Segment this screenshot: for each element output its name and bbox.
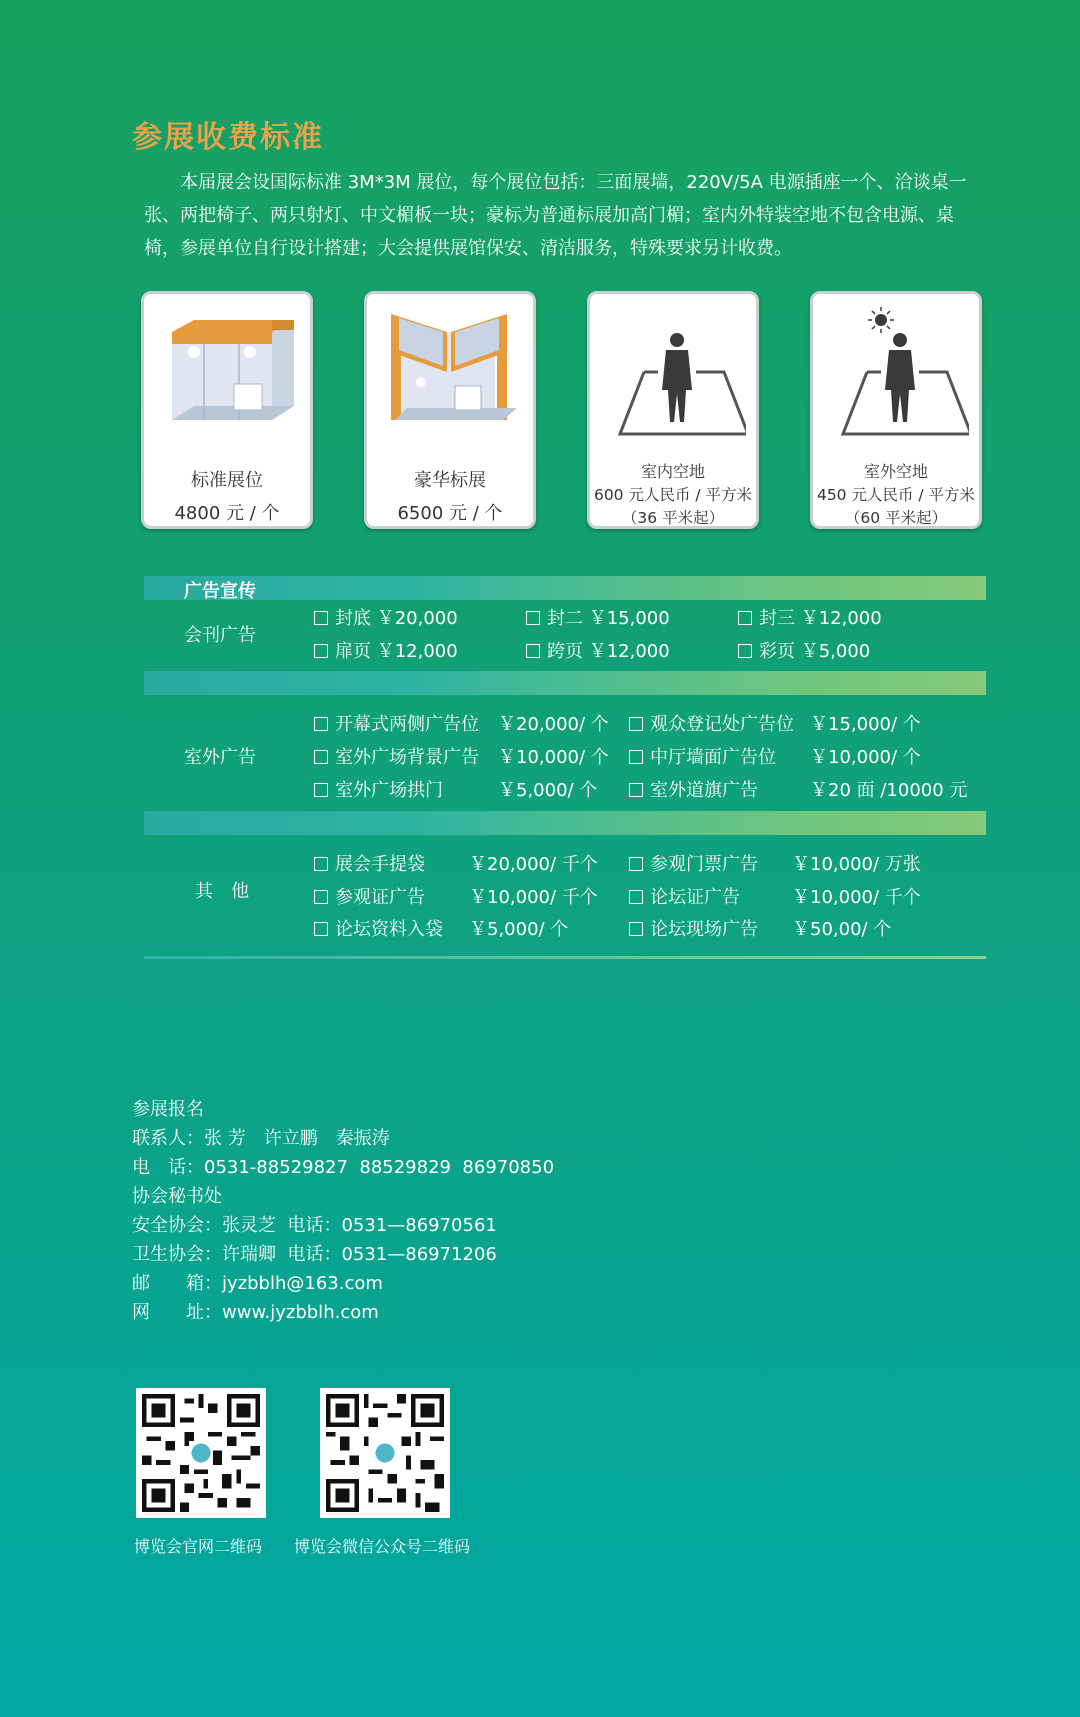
booth-minimum: （60 平米起）	[844, 509, 948, 527]
outdoor-ad-price: ￥5,000/ 个	[498, 780, 598, 801]
booth-name: 室内空地	[640, 462, 705, 481]
other-ad-band	[144, 811, 986, 835]
indoor-space-image	[600, 302, 746, 442]
ad-table-bottom-line	[144, 956, 986, 959]
outdoor-ad-price: ￥10,000/ 个	[498, 747, 609, 768]
checkbox-icon[interactable]	[738, 611, 752, 625]
intro-paragraph: 本届展会设国际标准 3M*3M 展位，每个展位包括：三面展墙，220V/5A 电源插座一个、洽谈桌一张、两把椅子、两只射灯、中文楣板一块；豪标为普通标展加高门楣；室内外特装空地不包含电源、桌椅，参展单位自行设计搭建；大会提供展馆保安、清洁服务，特殊要求另计收费。	[144, 172, 967, 259]
booth-card-indoor-space	[587, 291, 759, 529]
contact-block	[132, 1095, 554, 1327]
outdoor-ad-option[interactable]: 中厅墙面广告位	[629, 743, 776, 769]
standard-booth-image	[154, 302, 300, 442]
checkbox-icon[interactable]	[314, 922, 328, 936]
outdoor-ad-option[interactable]: 开幕式两侧广告位	[314, 710, 479, 736]
booth-price: 600 元人民币 / 平方米	[593, 486, 753, 504]
other-ad-option[interactable]: 论坛证广告	[629, 883, 740, 909]
booth-name: 标准展位	[191, 470, 263, 491]
journal-ad-label: 会刊广告	[184, 625, 256, 646]
contact-line: 安全协会：张灵芝 电话：0531—86970561	[132, 1215, 497, 1236]
checkbox-icon[interactable]	[629, 750, 643, 764]
ad-section-title: 广告宣传	[184, 581, 256, 602]
checkbox-icon[interactable]	[629, 857, 643, 871]
other-ad-option[interactable]: 论坛现场广告	[629, 915, 758, 941]
outdoor-ad-price: ￥10,000/ 个	[810, 747, 921, 768]
checkbox-icon[interactable]	[526, 611, 540, 625]
qr-code-icon	[142, 1394, 260, 1512]
outdoor-ad-option[interactable]: 室外广场背景广告	[314, 743, 479, 769]
contact-line: 电 话：0531-88529827 88529829 86970850	[132, 1157, 555, 1178]
outdoor-space-image	[823, 302, 969, 442]
checkbox-icon[interactable]	[314, 644, 328, 658]
qr-code-website	[136, 1388, 266, 1518]
checkbox-icon[interactable]	[314, 890, 328, 904]
booth-price: 4800 元 / 个	[174, 503, 280, 524]
contact-line: 协会秘书处	[132, 1186, 222, 1207]
other-ad-price: ￥10,000/ 千个	[792, 887, 921, 908]
booth-card-outdoor-space	[810, 291, 982, 529]
outdoor-ad-price: ￥20,000/ 个	[498, 714, 609, 735]
qr-label-website: 博览会官网二维码	[134, 1537, 263, 1556]
journal-ad-option[interactable]: 跨页 ￥12,000	[526, 637, 670, 663]
journal-ad-option[interactable]: 封三 ￥12,000	[738, 604, 882, 630]
other-ad-option[interactable]: 展会手提袋	[314, 850, 425, 876]
checkbox-icon[interactable]	[738, 644, 752, 658]
journal-ad-option[interactable]: 扉页 ￥12,000	[314, 637, 458, 663]
sun-icon	[868, 307, 894, 333]
checkbox-icon[interactable]	[629, 783, 643, 797]
checkbox-icon[interactable]	[314, 611, 328, 625]
outdoor-ad-label: 室外广告	[184, 747, 256, 768]
booth-price: 450 元人民币 / 平方米	[816, 486, 976, 504]
checkbox-icon[interactable]	[629, 890, 643, 904]
qr-code-icon	[326, 1394, 444, 1512]
journal-ad-option[interactable]: 封二 ￥15,000	[526, 604, 670, 630]
outdoor-ad-price: ￥15,000/ 个	[810, 714, 921, 735]
checkbox-icon[interactable]	[629, 922, 643, 936]
booth-card-standard	[141, 291, 313, 529]
other-ad-option[interactable]: 参观门票广告	[629, 850, 758, 876]
checkbox-icon[interactable]	[314, 717, 328, 731]
other-ad-price: ￥5,000/ 个	[469, 919, 569, 940]
outdoor-ad-option[interactable]: 室外广场拱门	[314, 776, 443, 802]
ad-section-band	[144, 576, 986, 600]
booth-card-deluxe	[364, 291, 536, 529]
checkbox-icon[interactable]	[629, 717, 643, 731]
other-ad-price: ￥20,000/ 千个	[469, 854, 598, 875]
journal-ad-option[interactable]: 彩页 ￥5,000	[738, 637, 870, 663]
other-ad-option[interactable]: 参观证广告	[314, 883, 425, 909]
contact-line: 网 址：www.jyzbblh.com	[132, 1302, 379, 1323]
deluxe-booth-image	[377, 302, 523, 442]
booth-name: 豪华标展	[414, 470, 486, 491]
other-ad-label: 其 他	[195, 881, 249, 902]
outdoor-ad-option[interactable]: 室外道旗广告	[629, 776, 758, 802]
booth-minimum: （36 平米起）	[621, 509, 725, 527]
checkbox-icon[interactable]	[314, 783, 328, 797]
other-ad-price: ￥10,000/ 千个	[469, 887, 598, 908]
booth-price: 6500 元 / 个	[397, 503, 503, 524]
contact-line: 参展报名	[132, 1099, 204, 1120]
outdoor-ad-option[interactable]: 观众登记处广告位	[629, 710, 794, 736]
outdoor-ad-band	[144, 671, 986, 695]
checkbox-icon[interactable]	[314, 857, 328, 871]
other-ad-option[interactable]: 论坛资料入袋	[314, 915, 443, 941]
checkbox-icon[interactable]	[526, 644, 540, 658]
other-ad-price: ￥10,000/ 万张	[792, 854, 921, 875]
qr-label-wechat: 博览会微信公众号二维码	[294, 1537, 471, 1556]
outdoor-ad-price: ￥20 面 /10000 元	[810, 780, 968, 801]
contact-line: 邮 箱：jyzbblh@163.com	[132, 1273, 383, 1294]
journal-ad-option[interactable]: 封底 ￥20,000	[314, 604, 458, 630]
contact-line: 卫生协会：许瑞卿 电话：0531—86971206	[132, 1244, 497, 1265]
qr-code-wechat	[320, 1388, 450, 1518]
contact-line: 联系人：张 芳 许立鹏 秦振涛	[132, 1128, 390, 1149]
booth-name: 室外空地	[863, 462, 928, 481]
checkbox-icon[interactable]	[314, 750, 328, 764]
other-ad-price: ￥50,00/ 个	[792, 919, 892, 940]
page-title: 参展收费标准	[132, 120, 324, 155]
